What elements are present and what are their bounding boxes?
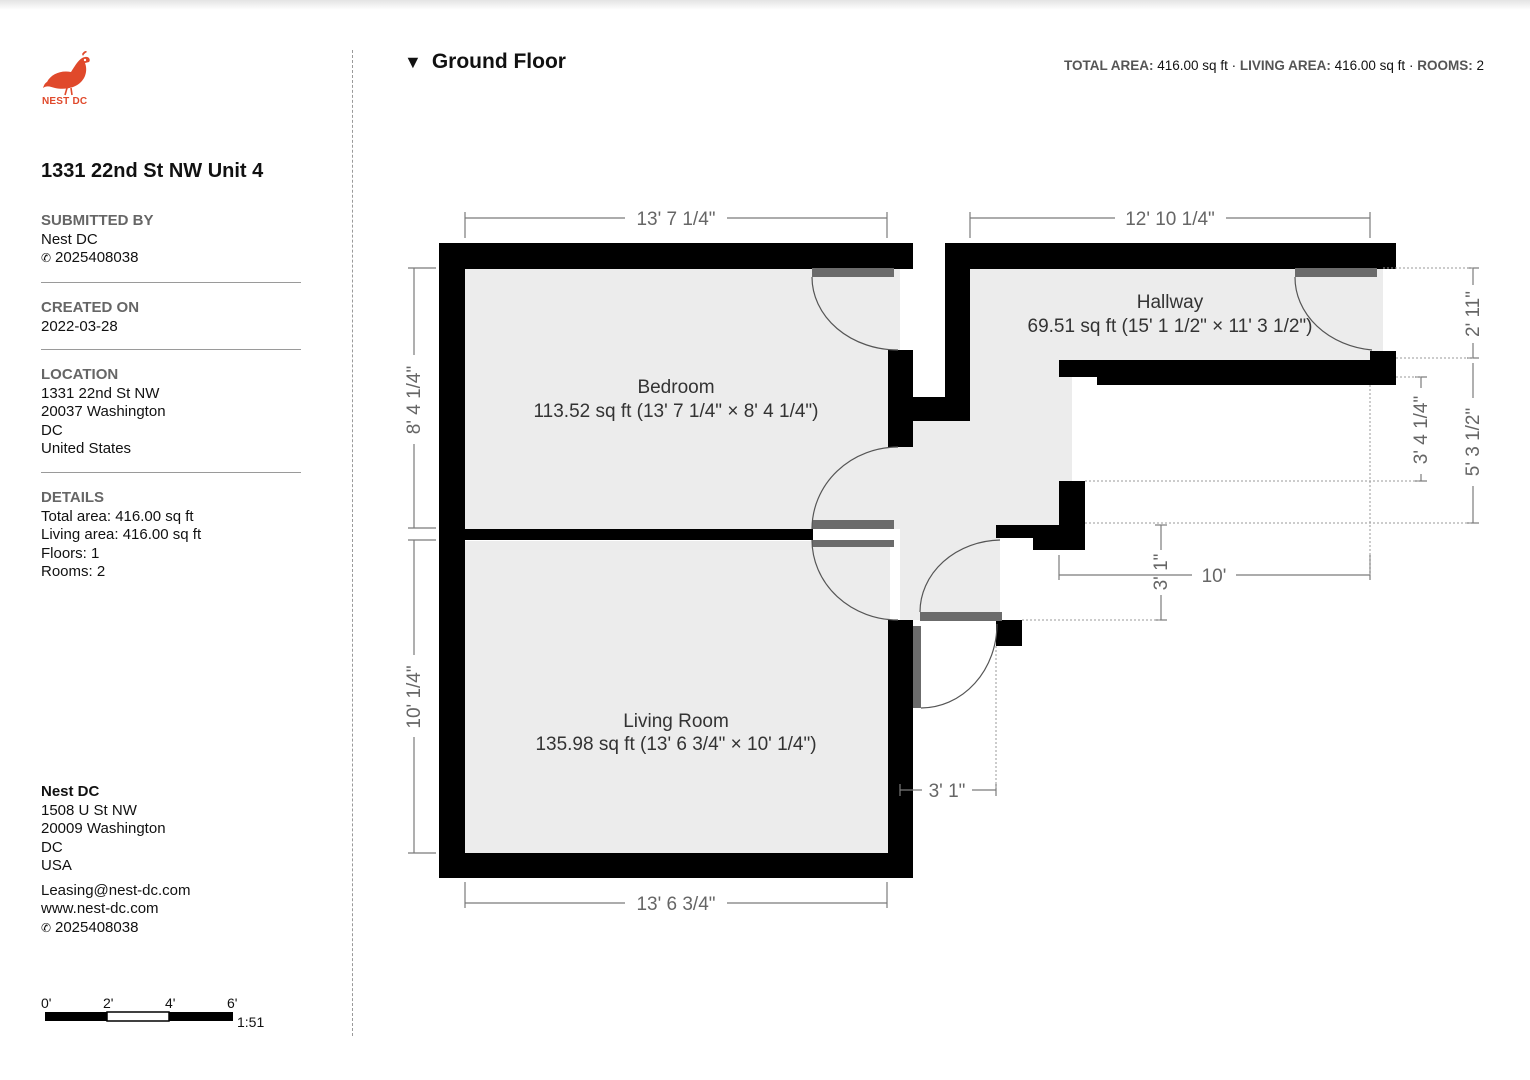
vertical-divider <box>352 50 353 1036</box>
living-area-label: LIVING AREA: <box>1239 58 1331 73</box>
company-phone-row <box>41 919 190 938</box>
submitted-by-label: SUBMITTED BY <box>41 212 154 229</box>
sidebar <box>41 0 303 1080</box>
room-area: 135.98 sq ft (13' 6 3/4" × 10' 1/4") <box>535 734 817 755</box>
room-area: 113.52 sq ft (13' 7 1/4" × 8' 4 1/4") <box>533 401 819 422</box>
dimension-label: 2' 11" <box>1463 291 1484 337</box>
dimension-label: 5' 3 1/2" <box>1463 407 1484 477</box>
door-leaf <box>1295 268 1377 277</box>
door-leaf <box>812 540 894 547</box>
bedroom-floor <box>464 268 900 529</box>
floor-toggle[interactable] <box>404 50 566 74</box>
company-email[interactable]: Leasing@nest-dc.com <box>41 881 191 899</box>
created-on-date: 2022-03-28 <box>41 317 118 335</box>
details-line: Total area: 416.00 sq ft <box>41 507 194 525</box>
submitted-by-phone[interactable]: 2025408038 <box>55 249 139 266</box>
created-on-label: CREATED ON <box>41 299 140 316</box>
brand-name: NEST DC <box>42 96 88 107</box>
company-address-line: 1508 U St NW <box>41 801 137 819</box>
door-swing <box>921 624 997 708</box>
location-line: DC <box>41 421 63 439</box>
divider-rule <box>41 349 301 350</box>
wall <box>945 243 970 421</box>
stat-separator: · <box>1231 58 1237 73</box>
dimension-label: 3' 4 1/4" <box>1411 395 1432 465</box>
room-area: 69.51 sq ft (15' 1 1/2" × 11' 3 1/2") <box>1027 316 1313 337</box>
scale-tick-label: 2' <box>103 995 114 1011</box>
dimension-label: 10' <box>1201 566 1227 587</box>
company-phone[interactable]: 2025408038 <box>55 918 139 936</box>
room-name: Bedroom <box>637 377 715 398</box>
door-leaf <box>812 520 894 529</box>
total-area-label: TOTAL AREA: <box>1064 58 1154 73</box>
door-leaf <box>920 612 1002 621</box>
dimension-label: 13' 6 3/4" <box>636 894 716 915</box>
dimension-label: 12' 10 1/4" <box>1125 209 1215 230</box>
room-name: Hallway <box>1136 292 1204 313</box>
location-label: LOCATION <box>41 366 119 383</box>
wall <box>439 243 465 878</box>
dimension-label: 3' 1" <box>928 781 966 802</box>
wall <box>1097 360 1396 385</box>
dimension-label: 8' 4 1/4" <box>404 365 425 435</box>
wall <box>439 243 913 269</box>
stat-separator: · <box>1408 58 1414 73</box>
location-section <box>41 366 301 459</box>
wall <box>1033 525 1085 550</box>
company-contact <box>41 783 190 937</box>
scale-ratio: 1:51 <box>237 1014 265 1030</box>
scale-segment <box>45 1012 107 1021</box>
company-address-line: DC <box>41 838 63 856</box>
divider-rule <box>41 282 301 283</box>
location-line: 1331 22nd St NW <box>41 384 160 402</box>
submitted-by-phone-row <box>41 249 301 268</box>
dimension-label: 3' 1" <box>1151 553 1172 591</box>
phone-icon: ✆ <box>41 251 52 265</box>
room-name: Living Room <box>623 711 729 732</box>
phone-icon: ✆ <box>41 920 52 935</box>
details-label: DETAILS <box>41 489 105 506</box>
living-room-floor <box>464 541 890 854</box>
dimension-label: 13' 7 1/4" <box>636 209 716 230</box>
door-leaf <box>913 626 921 708</box>
floor-stats <box>1064 58 1484 73</box>
location-line: 20037 Washington <box>41 403 166 420</box>
dimension-label: 10' 1/4" <box>404 665 425 729</box>
scale-tick-label: 4' <box>165 995 176 1011</box>
wall <box>996 620 1022 646</box>
scale-segment <box>169 1012 233 1021</box>
wall <box>439 853 913 878</box>
floor-plan <box>360 190 1520 930</box>
scale-tick-label: 0' <box>41 995 52 1011</box>
company-address-line: USA <box>41 857 72 874</box>
created-on-section <box>41 299 301 336</box>
company-name: Nest DC <box>41 783 100 800</box>
property-address: 1331 22nd St NW Unit 4 <box>41 160 264 182</box>
living-area-value: 416.00 sq ft <box>1334 58 1406 73</box>
details-line: Rooms: 2 <box>41 563 106 580</box>
company-website[interactable]: www.nest-dc.com <box>41 900 159 917</box>
wall <box>945 243 1396 269</box>
rooms-label: ROOMS: <box>1417 58 1473 73</box>
rooms-value: 2 <box>1476 58 1484 73</box>
door-leaf <box>812 268 894 277</box>
details-line: Living area: 416.00 sq ft <box>41 526 202 543</box>
wall <box>465 529 813 540</box>
divider-rule <box>41 472 301 473</box>
scale-tick-label: 6' <box>227 995 238 1011</box>
floor-title: Ground Floor <box>431 50 566 73</box>
details-section <box>41 489 301 582</box>
scale-segment <box>107 1012 169 1021</box>
wall <box>888 620 913 878</box>
total-area-value: 416.00 sq ft <box>1157 58 1228 73</box>
submitted-by-name: Nest DC <box>41 230 98 248</box>
location-line: United States <box>41 440 132 457</box>
submitted-by-section <box>41 212 301 268</box>
company-address-line: 20009 Washington <box>41 820 166 837</box>
caret-down-icon: ▼ <box>404 51 422 72</box>
scale-bar <box>41 995 281 1035</box>
details-line: Floors: 1 <box>41 544 100 562</box>
